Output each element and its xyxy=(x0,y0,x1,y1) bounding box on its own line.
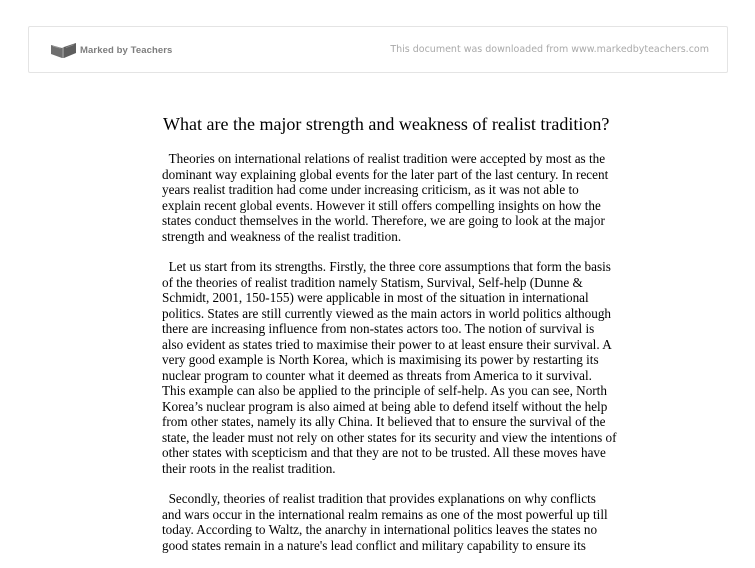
text-line: years realist tradition had come under increasing criticism, as it was not able to xyxy=(162,182,579,197)
text-line: state, the leader must not rely on other states for its security and view the intentions of xyxy=(162,429,617,445)
header-banner xyxy=(28,26,728,73)
text-line: politics. States are still currently viewed as the main actors in world politics although xyxy=(162,305,612,321)
paragraph xyxy=(162,151,612,244)
text-line: today. According to Waltz, the anarchy in international politics leaves the states no xyxy=(162,522,598,537)
paragraph xyxy=(162,259,617,476)
text-line: and wars occur in the international realm remains as one of the most powerful up till xyxy=(162,506,608,522)
text-line: Theories on international relations of realist tradition were accepted by most as the xyxy=(162,151,606,166)
text-line: Let us start from its strengths. Firstly, the three core assumptions that form the basis xyxy=(162,259,611,274)
text-line: also evident as states tried to maximise their power to at least ensure their survival. A xyxy=(162,336,612,352)
text-line: of the theories of realist tradition namely Statism, Survival, Self-help (Dunne & xyxy=(162,274,583,290)
text-line: Korea’s nuclear program is also aimed at being able to defend itself without the help xyxy=(162,398,608,414)
text-line: explain recent global events. However it still offers compelling insights on how the xyxy=(162,197,601,213)
marked-by-teachers-logo[interactable] xyxy=(50,41,172,59)
download-note: This document was downloaded from www.markedbyteachers.com xyxy=(390,44,709,55)
text-line: Secondly, theories of realist tradition that provides explanations on why conflicts xyxy=(162,491,596,506)
text-line: other states with scepticism and that they are not to be trusted. All these moves have xyxy=(162,445,606,460)
document-title: What are the major strength and weakness of realist tradition? xyxy=(163,114,610,134)
text-line: very good example is North Korea, which is maximising its power by restarting its xyxy=(162,352,599,367)
text-line: nuclear program to counter what it deemed as threats from America to it survival. xyxy=(162,367,592,383)
text-line: This example can also be applied to the principle of self-help. As you can see, North xyxy=(162,383,607,398)
text-line: dominant way explaining global events for the later part of the last century. In recent xyxy=(162,166,609,182)
open-book-icon xyxy=(50,41,77,59)
text-line: there are increasing influence from non-states actors too. The notion of survival is xyxy=(162,321,595,336)
document-body xyxy=(162,112,617,568)
text-line: states conduct themselves in the world. Therefore, we are going to look at the major xyxy=(162,213,605,228)
text-line: strength and weakness of the realist tradition. xyxy=(162,228,402,244)
paragraph xyxy=(162,491,612,553)
text-line: from other states, namely its ally China. It believed that to ensure the survival of the xyxy=(162,414,606,429)
text-line: good states remain in a nature's lead conflict and military capability to ensure its xyxy=(162,537,586,553)
text-line: Schmidt, 2001, 150-155) were applicable in most of the situation in international xyxy=(162,290,589,305)
logo-text: Marked by Teachers xyxy=(80,44,173,56)
text-line: their roots in the realist tradition. xyxy=(162,460,336,476)
paragraph-list xyxy=(162,151,617,553)
